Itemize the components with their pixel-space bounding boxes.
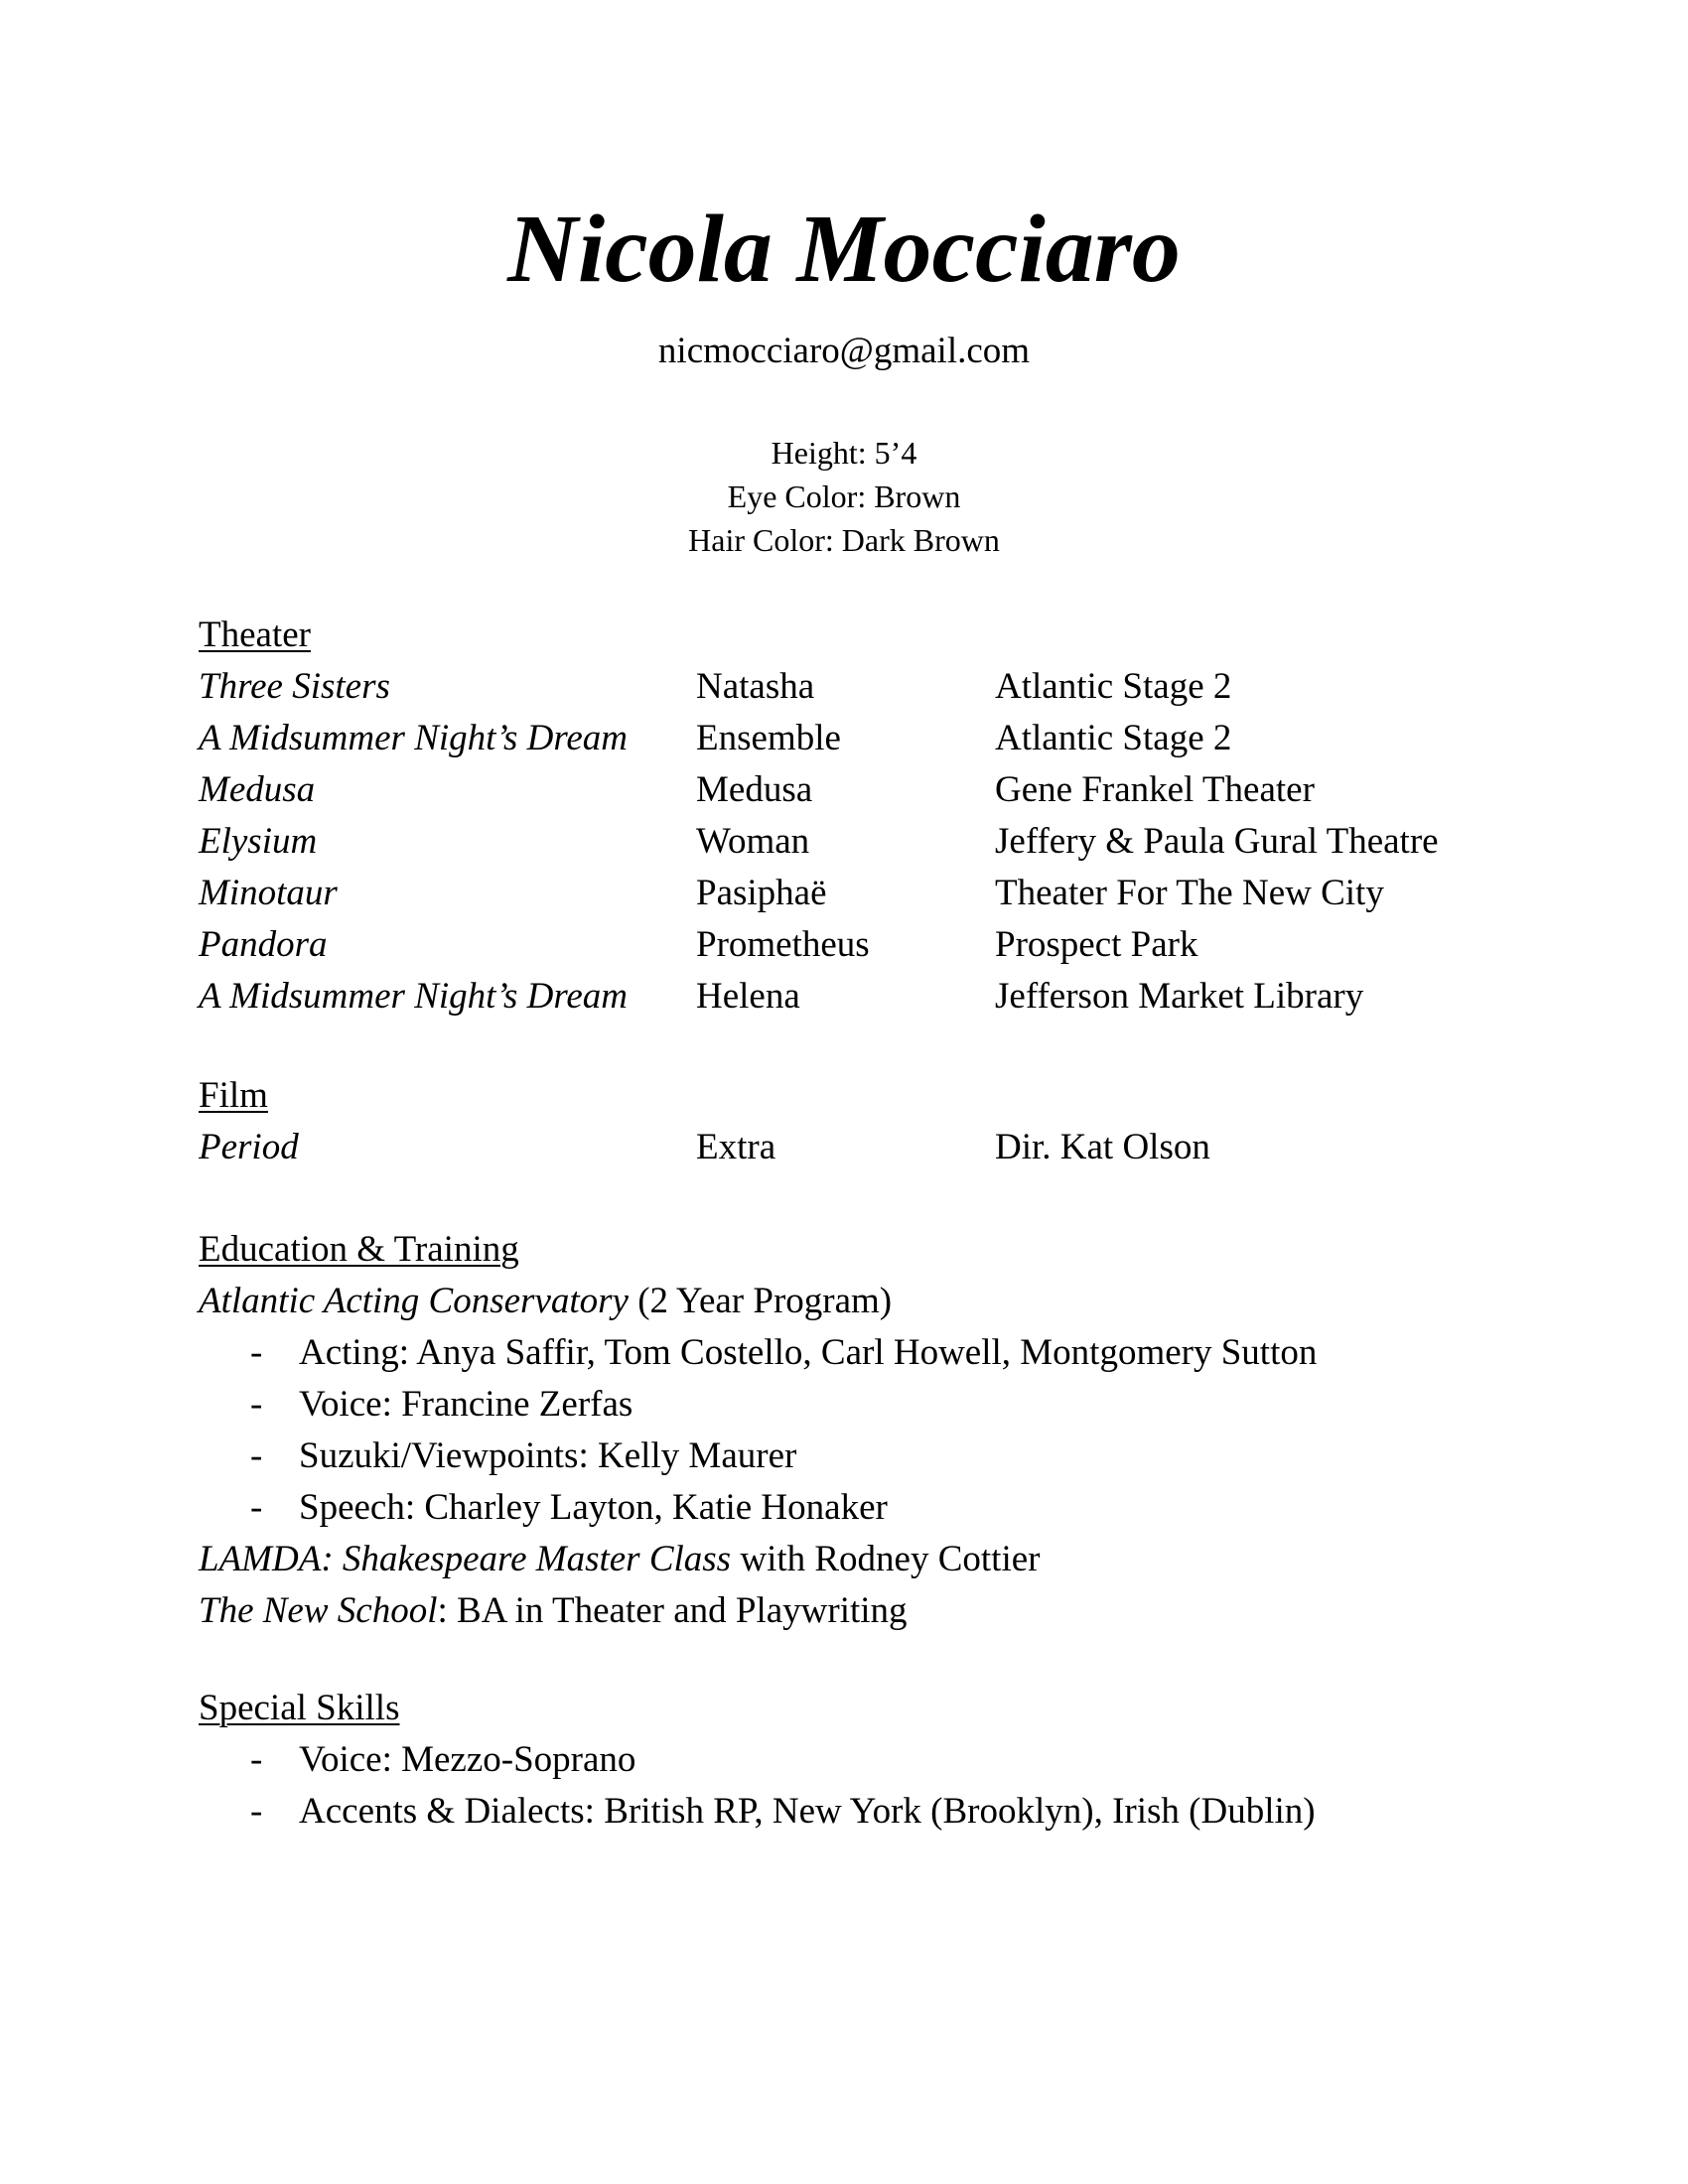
credit-title: Elysium [199, 821, 318, 862]
training-bullet [199, 1327, 1489, 1379]
credit-row [199, 919, 1489, 971]
credit-title: Pandora [199, 924, 328, 965]
email-address: nicmocciaro@gmail.com [657, 331, 1031, 371]
credit-title: Minotaur [199, 873, 338, 913]
physical-stats [0, 431, 1688, 562]
credit-venue: Jeffery & Paula Gural Theatre [995, 821, 1439, 862]
skill-bullet [199, 1734, 1489, 1786]
credit-title: Period [199, 1127, 299, 1167]
credit-title: A Midsummer Night’s Dream [199, 718, 629, 758]
training-text: Acting: Anya Saffir, Tom Costello, Carl Howell, Montgomery Sutton [299, 1332, 1318, 1373]
education-entry [199, 1585, 1489, 1637]
school-note: : BA in Theater and Playwriting [437, 1590, 908, 1631]
bullet-dash: - [250, 1791, 263, 1832]
credit-role: Pasiphaë [696, 873, 827, 913]
credit-row [199, 764, 1489, 816]
education-section [199, 1224, 1489, 1637]
credit-row [199, 661, 1489, 713]
film-heading: Film [199, 1075, 268, 1116]
credit-title: A Midsummer Night’s Dream [199, 976, 629, 1017]
training-text: Voice: Francine Zerfas [299, 1384, 633, 1425]
skills-heading: Special Skills [199, 1688, 400, 1728]
credit-row [199, 713, 1489, 764]
credit-role: Natasha [696, 666, 815, 707]
resume-name: Nicola Mocciaro [507, 196, 1181, 303]
bullet-dash: - [250, 1384, 263, 1425]
school-note: (2 Year Program) [628, 1281, 893, 1321]
height-stat: Height: 5’4 [771, 435, 917, 471]
credit-venue: Theater For The New City [995, 873, 1384, 913]
credit-role: Helena [696, 976, 800, 1017]
credit-title: Three Sisters [199, 666, 390, 707]
skill-text: Accents & Dialects: British RP, New York (Brooklyn), Irish (Dublin) [299, 1791, 1316, 1832]
credit-venue: Atlantic Stage 2 [995, 666, 1232, 707]
education-entry [199, 1276, 1489, 1327]
theater-heading: Theater [199, 614, 311, 655]
training-text: Speech: Charley Layton, Katie Honaker [299, 1487, 888, 1528]
film-section [199, 1070, 1489, 1173]
skills-section [199, 1683, 1489, 1838]
school-name: Atlantic Acting Conservatory [199, 1281, 629, 1321]
eye-color-stat: Eye Color: Brown [727, 478, 961, 514]
credit-role: Prometheus [696, 924, 870, 965]
theater-section [199, 610, 1489, 1023]
skill-text: Voice: Mezzo-Soprano [299, 1739, 636, 1780]
credit-row [199, 816, 1489, 868]
credit-venue: Atlantic Stage 2 [995, 718, 1232, 758]
training-bullet [199, 1482, 1489, 1534]
credit-title: Medusa [199, 769, 316, 810]
credit-role: Extra [696, 1127, 776, 1167]
school-name: LAMDA: Shakespeare Master Class [199, 1539, 732, 1579]
school-note: with Rodney Cottier [731, 1539, 1041, 1579]
credit-venue: Prospect Park [995, 924, 1198, 965]
credit-row [199, 868, 1489, 919]
bullet-dash: - [250, 1739, 263, 1780]
skill-bullet [199, 1786, 1489, 1838]
training-bullet [199, 1379, 1489, 1431]
credit-row [199, 1122, 1489, 1173]
credit-role: Woman [696, 821, 810, 862]
bullet-dash: - [250, 1332, 263, 1373]
bullet-dash: - [250, 1435, 263, 1476]
credit-venue: Gene Frankel Theater [995, 769, 1315, 810]
education-heading: Education & Training [199, 1229, 519, 1270]
credit-role: Medusa [696, 769, 813, 810]
credit-venue: Jefferson Market Library [995, 976, 1364, 1017]
training-text: Suzuki/Viewpoints: Kelly Maurer [299, 1435, 797, 1476]
credit-role: Ensemble [696, 718, 841, 758]
school-name: The New School [199, 1590, 438, 1631]
education-entry [199, 1534, 1489, 1585]
credit-venue: Dir. Kat Olson [995, 1127, 1210, 1167]
training-bullet [199, 1431, 1489, 1482]
bullet-dash: - [250, 1487, 263, 1528]
hair-color-stat: Hair Color: Dark Brown [688, 522, 1000, 558]
credit-row [199, 971, 1489, 1023]
